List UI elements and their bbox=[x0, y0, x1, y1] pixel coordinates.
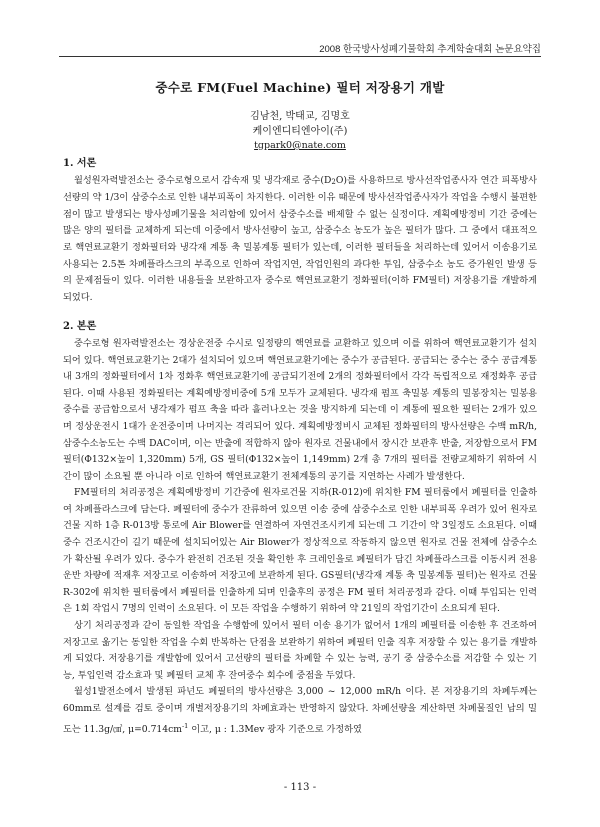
main-paragraph-3: 상기 처리공정과 같이 동일한 작업을 수행함에 있어서 필터 이송 용기가 없어서 1개의 폐필터를 이송한 후 건조하여 저장고로 옮기는 동일한 작업을 수회 반복하는 단점을 보완하기 위하여 폐필터 인출 직후 저장할 수 있는 용기를 개발하게 되었다. 저장용기를 개발함에 있어서 고선량의 필터를 차폐할 수 있는 능력, 공기 중 삼중수소를 저감할 수 있는 기능, 투입인력 감소효과 및 폐필터 교체 후 잔여중수 회수에 중점을 두었다. bbox=[63, 620, 537, 681]
section-heading-main: 2. 본론 bbox=[63, 321, 97, 333]
main-paragraph-1: 중수로형 원자력발전소는 경상운전중 수시로 일정량의 핵연료를 교환하고 있으며 이를 위하여 핵연료교환기가 설치되어 있다. 핵연료교환기는 2대가 설치되어 있으며 핵연료교환기에는 중수가 공급된다. 공급되는 중수는 중수 공급계통내 3개의 정화필터에서 1차 정화후 핵연료교환기에 공급되기전에 2개의 정화필터에서 각각 독립적으로 재정화후 공급된다. 이때 사용된 정화필터는 계획예방정비중에 5개 모두가 교체된다. 냉각재 펌프 축밀봉 계통의 밀봉장치는 밀봉용 중수를 공급함으로서 냉각재가 펌프 축을 따라 흘러나오는 것을 방지하게 되는데 이 계통에 필요한 필터는 2개가 있으며 정상운전시 1대가 운전중이며 나머지는 격리되어 있다. 계획예방정비시 교체된 정화필터의 방사선량은 수백 mR/h, 삼중수소농도는 수백 DAC이며, 이는 반출에 적합하지 않아 원자로 건물내에서 장시간 보관후 반출, 저장함으로서 FM 필터(Φ132×높이 1,320mm) 5개, GS 필터(Φ132×높이 1,149mm) 2개 총 7개의 필터를 전량교체하기 위하여 시간이 많이 소요될 뿐 아니라 이로 인하여 핵연료교환기 전체계통의 공기를 지연하는 사례가 발생한다. bbox=[63, 337, 537, 482]
paper-body bbox=[63, 156, 537, 738]
author-block bbox=[0, 110, 600, 154]
author-affiliation: 케이엔디티엔아이(주) bbox=[252, 125, 348, 137]
section-heading-introduction: 1. 서론 bbox=[63, 158, 97, 169]
intro-paragraph: 월성원자력발전소는 중수로형으로서 감속재 및 냉각재로 중수(D2O)를 사용하므로 방사선작업종사자 연간 피폭방사선량의 약 1/3이 삼중수소로 인한 내부피폭이 차지한다. 이러한 이유 때문에 방사선작업종사자가 작업을 수행시 불편한 점이 많고 발생되는 방사성폐기물을 처리함에 있어서 삼중수소를 배제할 수 없는 실정이다. 계획예방정비 기간 중에는 많은 양의 필터를 교체하게 되는데 이중에서 방사선량이 높고, 삼중수소 농도가 높은 필터가 많다. 그 중에서 대표적으로 핵연료교환기 정화필터와 냉각재 계통 축 밀봉계통 필터가 있는데, 이러한 필터들을 처리하는데 있어서 이송용기로 사용되는 2.5톤 차폐플라스크의 부족으로 인하여 작업지연, 작업인원의 과다한 투입, 삼중수소 농도 증가원인 발생 등의 문제점들이 있다. 이러한 내용들을 보완하고자 중수로 핵연료교환기 정화필터(이하 FM필터) 저장용기를 개발하게 되었다. bbox=[63, 174, 537, 303]
d2o-subscript: 2 bbox=[331, 177, 336, 186]
running-header: 2008 한국방사성폐기물학회 추계학술대회 논문요약집 bbox=[319, 44, 541, 55]
main-paragraph-2: FM필터의 처리공정은 계획예방정비 기간중에 원자로건물 지하(R-012)에 위치한 FM 필터룸에서 폐필터를 인출하여 차폐플라스크에 담는다. 폐필터에 중수가 잔류하여 있으면 이송 중에 삼중수소로 인한 내부피폭 우려가 있어 원자로 건물 지하 1층 R-013방 통로에 Air Blower를 연결하여 자연건조시키게 되는데 그 기간이 약 3일정도 소요된다. 이때 중수 건조시간이 길기 때문에 설치되어있는 Air Blower가 정상적으로 작동하지 않으면 원자로 건물 전체에 삼중수소가 확산될 우려가 있다. 중수가 완전히 건조된 것을 확인한 후 크레인을로 폐필터가 담긴 차폐플라스크를 이동시켜 전용운반 차량에 적재후 저장고로 이송하여 저장고에 보관하게 된다. GS필터(냉각재 계통 축 밀봉계통 필터)는 원자로 건물 R-302에 위치한 필터룸에서 폐필터를 인출하게 되며 인출후의 공정은 FM 필터 처리공정과 같다. 이때 투입되는 인력은 1회 작업시 7명의 인력이 소요된다. 이 모든 작업을 수행하기 위하여 약 21일의 작업기간이 소요되게 된다. bbox=[63, 487, 537, 615]
page-number: - 113 - bbox=[283, 782, 317, 793]
mu-superscript: -1 bbox=[181, 721, 189, 730]
author-names: 김남천, 박태교, 김명호 bbox=[250, 111, 350, 122]
main-paragraph-4: 월성1발전소에서 발생된 파넌도 폐필터의 방사선량은 3,000 ~ 12,000 mR/h 이다. 본 저장용기의 차폐두께는 60mm로 설계를 검토 중이며 개별저장용기의 차폐효과는 반영하지 않았다. 차폐선량을 계산하면 차폐물질인 납의 밀도는 11.3g/㎤, $\mu=0.714cm^{-1}$ 이고, μ : 1.3Mev 광자 기준으로 가정하였 bbox=[63, 686, 537, 735]
header-rule bbox=[59, 56, 541, 57]
paper-title: 중수로 FM(Fuel Machine) 필터 저장용기 개발 bbox=[155, 80, 445, 95]
author-email[interactable]: tgpark0@nate.com bbox=[254, 140, 346, 151]
